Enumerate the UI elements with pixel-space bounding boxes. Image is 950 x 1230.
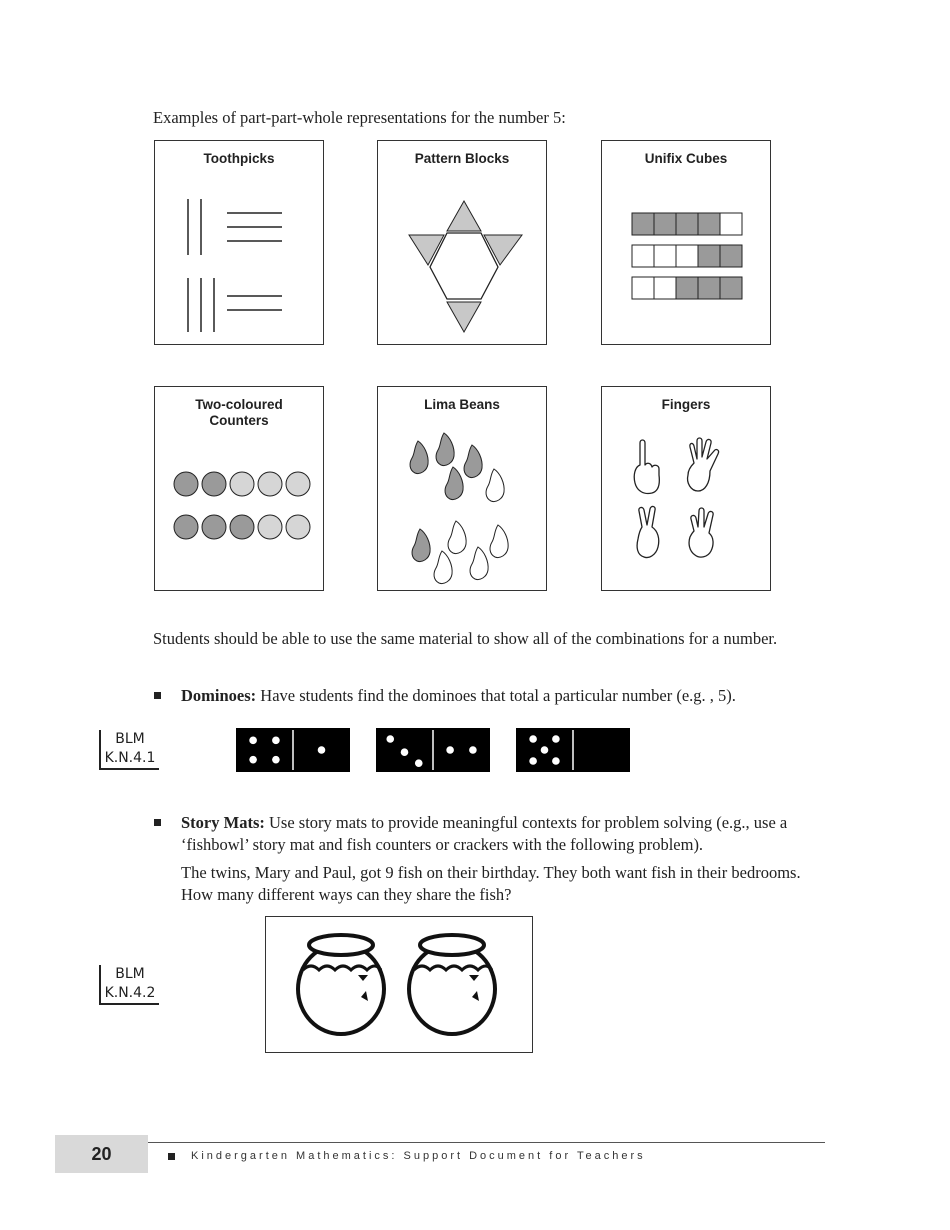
two-coloured-title-line2: Counters (209, 413, 269, 428)
counter (202, 515, 226, 539)
toothpicks-panel (154, 140, 324, 345)
domino-pip (249, 737, 257, 745)
unifix-cube (698, 277, 720, 299)
pattern-blocks-title: Pattern Blocks (414, 151, 510, 166)
domino-pip (415, 759, 423, 767)
unifix-cubes-title: Unifix Cubes (644, 151, 728, 166)
lima-beans-panel (377, 386, 547, 591)
counter (174, 472, 198, 496)
fingers-illustration (602, 387, 772, 592)
story-problem: The twins, Mary and Paul, got 9 fish on their birthday. They both want fish in their bedrooms. How many different ways can they share the fish? (181, 863, 801, 904)
blm1-line1: BLM (115, 731, 145, 747)
counter (286, 515, 310, 539)
counter (258, 515, 282, 539)
story-mats-bullet (154, 819, 161, 826)
unifix-cubes-illustration (602, 141, 772, 346)
domino-pip (318, 746, 326, 754)
domino-pip (529, 757, 537, 765)
domino-pip (529, 735, 537, 743)
counter (202, 472, 226, 496)
domino-pip (541, 746, 549, 754)
fingers-title: Fingers (661, 397, 711, 412)
blm1-line2: K.N.4.1 (104, 750, 156, 766)
footer-title: Kindergarten Mathematics: Support Document for Teachers (191, 1150, 646, 1162)
domino-pip (469, 746, 477, 754)
dominoes-item (181, 685, 831, 707)
unifix-cubes-panel (601, 140, 771, 345)
counter (230, 515, 254, 539)
counter (174, 515, 198, 539)
domino-pip (386, 735, 394, 743)
page-number: 20 (55, 1135, 148, 1173)
unifix-cube (698, 245, 720, 267)
domino-pip (552, 735, 560, 743)
unifix-cube (720, 213, 742, 235)
pattern-blocks-panel (377, 140, 547, 345)
unifix-cube (654, 277, 676, 299)
unifix-cube (632, 277, 654, 299)
toothpicks-title: Toothpicks (203, 151, 275, 166)
unifix-cube (676, 277, 698, 299)
blm2-line1: BLM (115, 966, 145, 982)
domino-pip (401, 748, 409, 756)
unifix-cube (632, 245, 654, 267)
blm-reference-1 (99, 730, 159, 770)
counter (230, 472, 254, 496)
footer-rule (148, 1142, 825, 1143)
toothpicks-illustration (155, 141, 325, 346)
fishbowls-illustration (266, 917, 532, 1052)
domino-pip (552, 757, 560, 765)
intro-text: Examples of part-part-whole representations for the number 5: (153, 108, 566, 127)
domino-pip (272, 737, 280, 745)
dominoes-text: Have students find the dominoes that total a particular number (e.g. , 5). (256, 686, 736, 705)
counters-illustration (155, 387, 325, 592)
unifix-cube (654, 213, 676, 235)
fingers-panel (601, 386, 771, 591)
story-mats-item (181, 812, 831, 856)
domino (236, 728, 350, 772)
domino-pip (272, 756, 280, 764)
unifix-cube (720, 277, 742, 299)
domino (376, 728, 490, 772)
counter (258, 472, 282, 496)
counter (286, 472, 310, 496)
two-coloured-title-line1: Two-coloured (195, 397, 283, 412)
pattern-blocks-illustration (378, 141, 548, 346)
domino (516, 728, 630, 772)
unifix-cube (698, 213, 720, 235)
domino-pip (446, 746, 454, 754)
blm-reference-2 (99, 965, 159, 1005)
two-coloured-counters-panel (154, 386, 324, 591)
story-mats-label: Story Mats: (181, 813, 265, 832)
dominoes-label: Dominoes: (181, 686, 257, 705)
story-mats-text: Use story mats to provide meaningful contexts for problem solving (e.g., use a ‘fishbowl’ story mat and fish counters or crackers with the following problem). (181, 813, 788, 854)
footer-bullet (168, 1153, 175, 1160)
combinations-paragraph: Students should be able to use the same material to show all of the combinations for a number. (153, 629, 778, 648)
unifix-cube (720, 245, 742, 267)
domino-pip (249, 756, 257, 764)
fishbowl-story-mat (265, 916, 533, 1053)
unifix-cube (676, 213, 698, 235)
blm2-line2: K.N.4.2 (104, 985, 156, 1001)
lima-beans-illustration (378, 387, 548, 592)
unifix-cube (632, 213, 654, 235)
dominoes-bullet (154, 692, 161, 699)
dominoes-illustration (230, 722, 640, 778)
unifix-cube (676, 245, 698, 267)
unifix-cube (654, 245, 676, 267)
lima-beans-title: Lima Beans (424, 397, 500, 412)
